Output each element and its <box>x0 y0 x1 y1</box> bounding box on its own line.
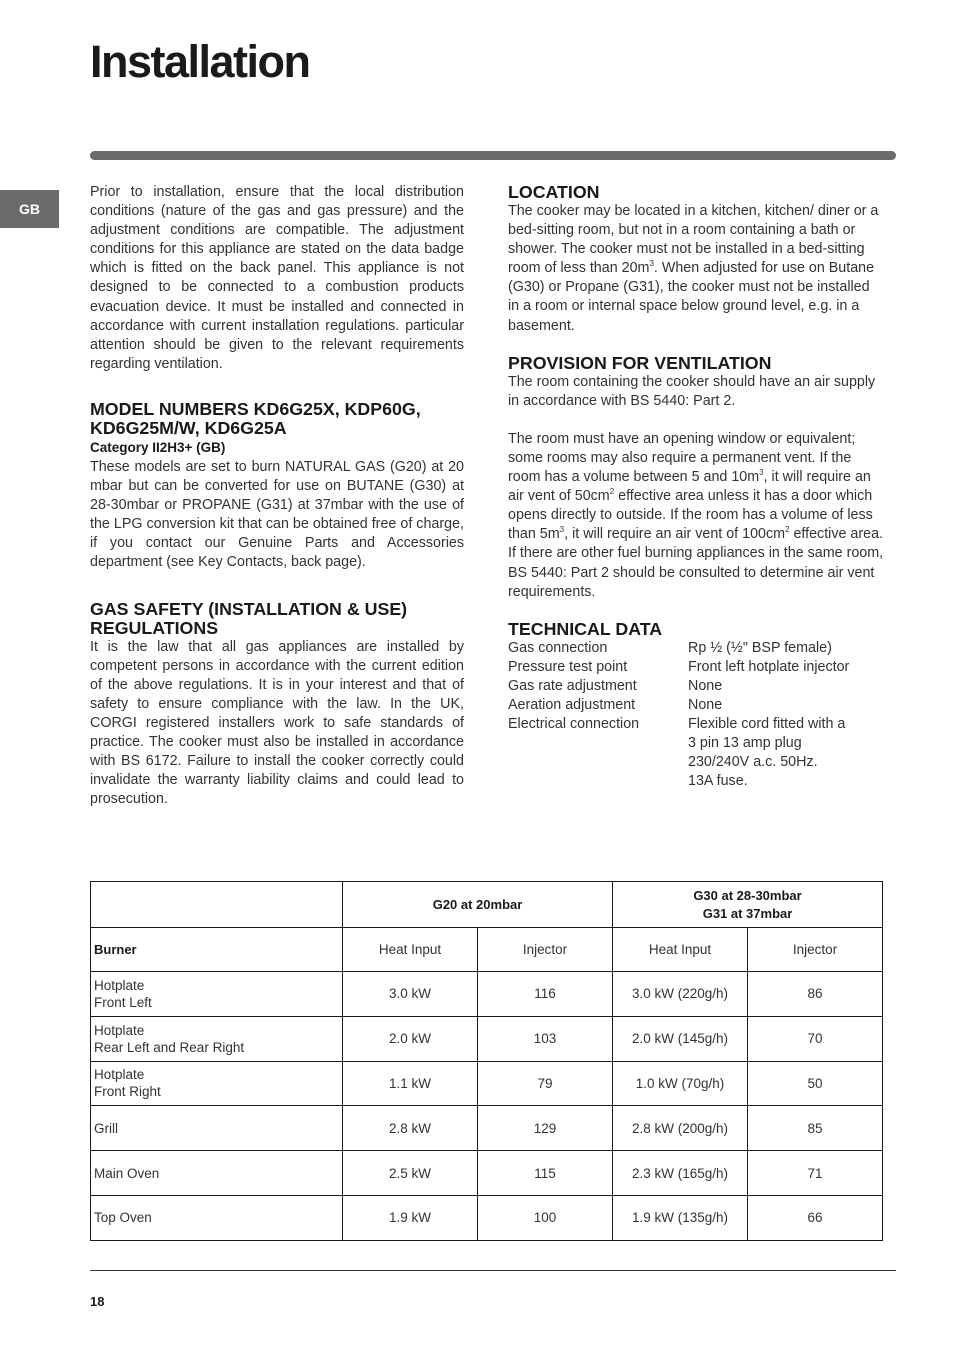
g20-heat-input-cell: 2.5 kW <box>343 1151 478 1196</box>
empty-corner-cell <box>91 882 343 928</box>
table-row <box>91 1151 883 1196</box>
table-row <box>91 1016 883 1061</box>
lpg-group-header: G30 at 28-30mbar G31 at 37mbar <box>613 882 883 928</box>
gas-rating-table <box>90 881 883 1241</box>
language-tab: GB <box>0 190 59 228</box>
page-number: 18 <box>90 1294 105 1309</box>
tech-value: Front left hotplate injector <box>688 658 850 675</box>
lpg-injector-cell: 71 <box>748 1151 883 1196</box>
tech-value: Flexible cord fitted with a 3 pin 13 amp plug 230/240V a.c. 50Hz. 13A fuse. <box>688 716 846 790</box>
g20-injector-cell: 103 <box>478 1016 613 1061</box>
table-group-header-row <box>91 882 883 928</box>
tech-value: Rp ½ (½" BSP female) <box>688 639 832 656</box>
table-body <box>91 972 883 1241</box>
g20-injector-cell: 116 <box>478 972 613 1017</box>
g20-injector-cell: 79 <box>478 1061 613 1106</box>
burner-cell: Hotplate Front Left <box>91 972 343 1017</box>
tech-label: Gas connection <box>508 639 608 656</box>
ventilation-heading: PROVISION FOR VENTILATION <box>508 352 772 373</box>
burner-cell: Top Oven <box>91 1195 343 1240</box>
intro-paragraph: Prior to installation, ensure that the local distribution conditions (nature of the gas and gas pressure) and the adjustment conditions are compatible. The adjustment conditions for this appliance are stated on the data badge which is fitted on the back panel. This appliance is not designed to be connected to a combustion products evacuation device. It must be installed and connected in accordance with current installation regulations. particular attention should be given to the relevant requirements regarding ventilation. <box>90 184 464 372</box>
lpg-heat-input-cell: 3.0 kW (220g/h) <box>613 972 748 1017</box>
lpg-heat-input-cell: 2.0 kW (145g/h) <box>613 1016 748 1061</box>
tech-value: None <box>688 677 723 694</box>
location-paragraph: The cooker may be located in a kitchen, kitchen/ diner or a bed-sitting room, but not in a room containing a bath or shower. The cooker must not be installed in a bed-sitting room of less than $20m^3$. When adjusted for use on Butane (G30) or Propane (G31), the cooker must not be installed in a room or internal space below ground level, e.g. in a basement. <box>508 203 879 334</box>
models-heading: MODEL NUMBERS KD6G25X, KDP60G, KD6G25M/W, KD6G25A <box>90 398 421 438</box>
safety-heading: GAS SAFETY (INSTALLATION & USE) REGULATIONS <box>90 598 408 638</box>
location-heading: LOCATION <box>508 182 600 202</box>
table-row <box>91 1106 883 1151</box>
lpg-injector-cell: 86 <box>748 972 883 1017</box>
category-label: Category II2H3+ (GB) <box>90 439 226 455</box>
g20-heat-input-cell: 1.1 kW <box>343 1061 478 1106</box>
table-row <box>91 1061 883 1106</box>
header-divider <box>90 151 896 160</box>
left-column <box>90 183 464 809</box>
table-row <box>91 1195 883 1240</box>
lpg-heat-input-header: Heat Input <box>613 928 748 972</box>
tech-value: None <box>688 696 723 713</box>
tech-label: Aeration adjustment <box>508 696 636 713</box>
lpg-heat-input-cell: 2.8 kW (200g/h) <box>613 1106 748 1151</box>
tech-label: Pressure test point <box>508 658 628 675</box>
burner-cell: Hotplate Front Right <box>91 1061 343 1106</box>
g20-injector-cell: 100 <box>478 1195 613 1240</box>
g20-heat-input-cell: 3.0 kW <box>343 972 478 1017</box>
tech-label: Electrical connection <box>508 716 640 733</box>
g20-group-header: G20 at 20mbar <box>343 882 613 928</box>
g20-heat-input-header: Heat Input <box>343 928 478 972</box>
right-column <box>508 183 884 791</box>
lpg-injector-cell: 50 <box>748 1061 883 1106</box>
ventilation-paragraph-2: The room must have an opening window or equivalent; some rooms may also require a permanent vent. If the room has a volume between 5 and $10m^3$, it will require an air vent of $50cm^2$ effective area unless it has a door which opens directly to outside. If the room has a volume of less than $5m^3$, it will require an air vent of $100cm^2$ effective area. If there are other fuel burning appliances in the same room, BS 5440: Part 2 should be consulted to determine air vent requirements. <box>508 430 884 600</box>
technical-data-list <box>508 639 884 792</box>
burner-cell: Main Oven <box>91 1151 343 1196</box>
models-paragraph: These models are set to burn NATURAL GAS (G20) at 20 mbar but can be converted for use on BUTANE (G30) at 28-30mbar or PROPANE (G31) at 37mbar with the use of the LPG conversion kit that can be obtained free of charge, if you contact our Genuine Parts and Accessories department (see Key Contacts, back page). <box>90 458 464 571</box>
footer-divider <box>90 1270 896 1271</box>
table-column-header-row <box>91 928 883 972</box>
safety-paragraph: It is the law that all gas appliances are installed by competent persons in accordance with the current edition of the above regulations. It is in your interest and that of safety to ensure compliance with the law. In the UK, CORGI registered installers work to safe standards of practice. The cooker must also be installed in accordance with BS 6172. Failure to install the cooker correctly could invalidate the warranty liability claims and could lead to prosecution. <box>90 638 464 808</box>
lpg-heat-input-cell: 1.0 kW (70g/h) <box>613 1061 748 1106</box>
burner-cell: Grill <box>91 1106 343 1151</box>
lpg-injector-cell: 66 <box>748 1195 883 1240</box>
technical-heading: TECHNICAL DATA <box>508 618 663 639</box>
lpg-heat-input-cell: 1.9 kW (135g/h) <box>613 1195 748 1240</box>
g20-heat-input-cell: 2.8 kW <box>343 1106 478 1151</box>
lpg-injector-header: Injector <box>748 928 883 972</box>
lpg-injector-cell: 85 <box>748 1106 883 1151</box>
ventilation-paragraph-1: The room containing the cooker should have an air supply in accordance with BS 5440: Part 2. <box>508 373 876 409</box>
table-row <box>91 972 883 1017</box>
burner-header: Burner <box>91 928 343 972</box>
lpg-heat-input-cell: 2.3 kW (165g/h) <box>613 1151 748 1196</box>
page-title: Installation <box>90 36 310 87</box>
g20-injector-cell: 115 <box>478 1151 613 1196</box>
burner-cell: Hotplate Rear Left and Rear Right <box>91 1016 343 1061</box>
lpg-injector-cell: 70 <box>748 1016 883 1061</box>
g20-injector-cell: 129 <box>478 1106 613 1151</box>
g20-injector-header: Injector <box>478 928 613 972</box>
g20-heat-input-cell: 2.0 kW <box>343 1016 478 1061</box>
g20-heat-input-cell: 1.9 kW <box>343 1195 478 1240</box>
tech-label: Gas rate adjustment <box>508 677 637 694</box>
